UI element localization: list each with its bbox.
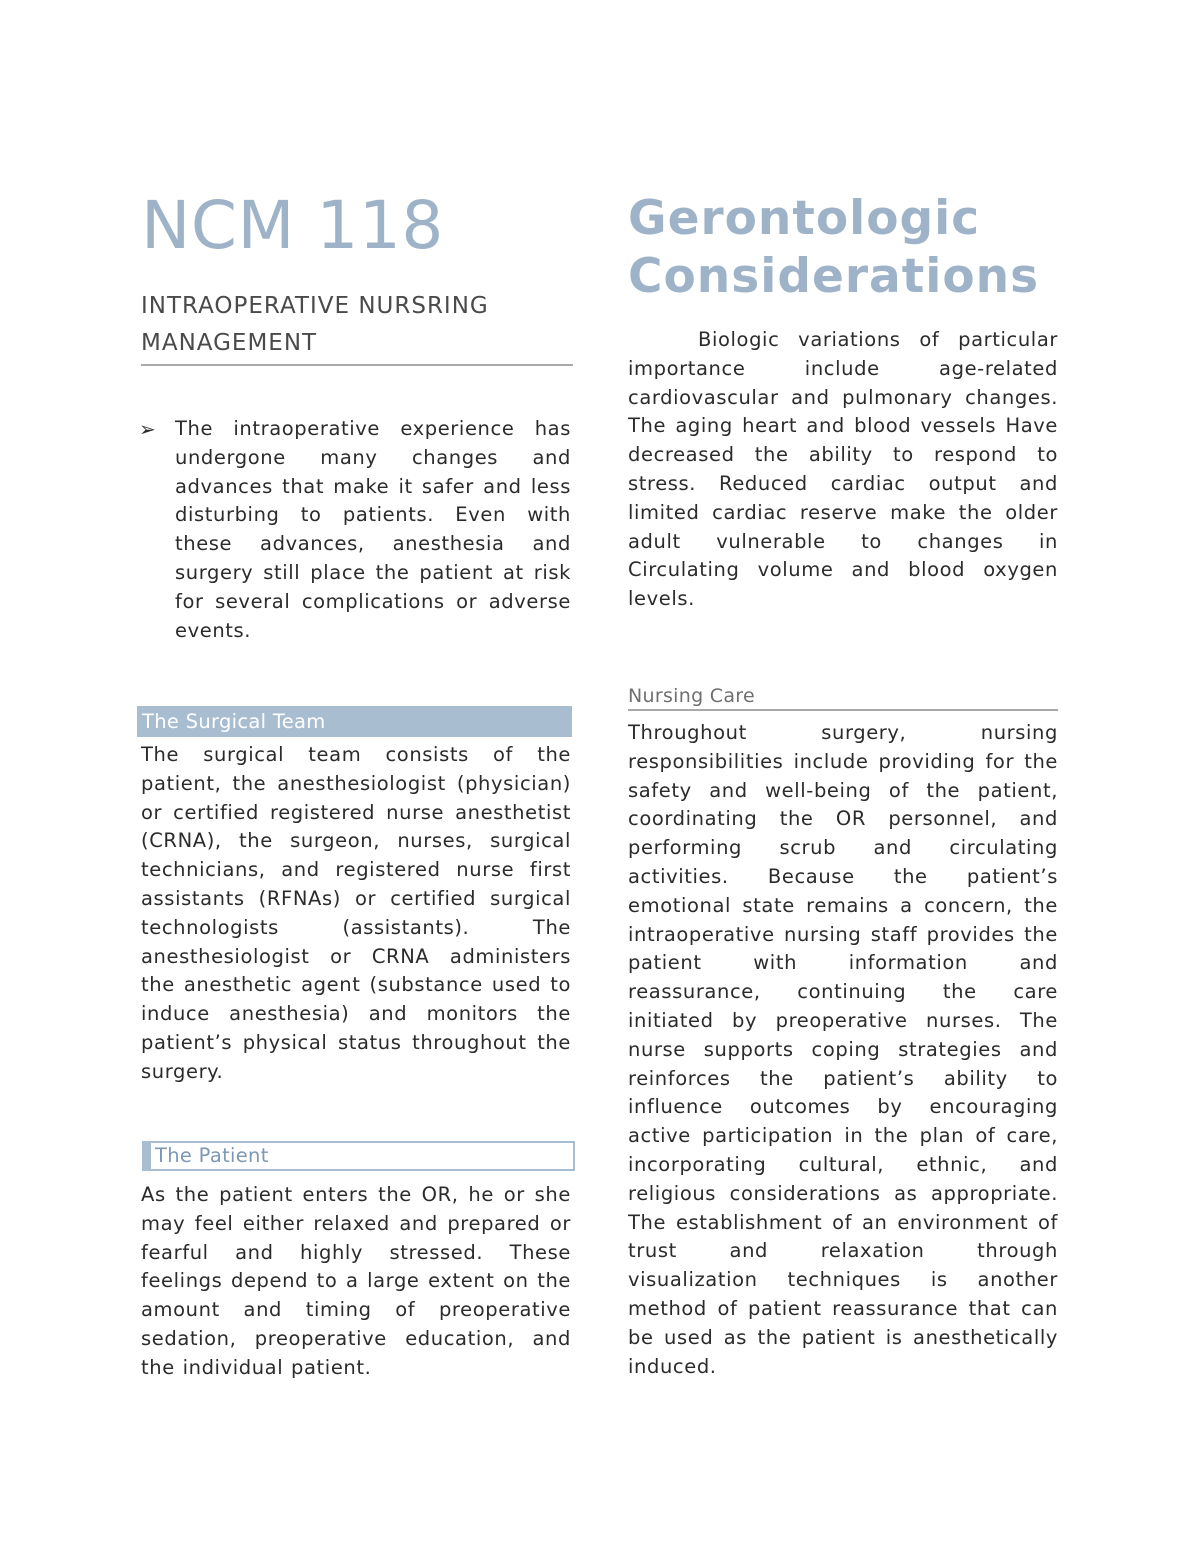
nursing-care-section (628, 719, 1058, 1381)
patient-section (141, 1181, 571, 1383)
gerontologic-title (628, 190, 1039, 306)
nursing-care-paragraph: Throughout surgery, nursing responsibilities include providing for the safety and well-being of the patient, coordinating the OR personnel, and performing scrub and circulating activities. Because the patient’s emotional state remains a concern, the intraoperative nursing staff provides the patient with information and reassurance, continuing the care initiated by preoperative nurses. The nurse supports coping strategies and reinforces the patient’s ability to influence outcomes by encouraging active participation in the plan of care, incorporating cultural, ethnic, and religious considerations as appropriate. The establishment of an environment of trust and relaxation through visualization techniques is another method of patient reassurance that can be used as the patient is anesthetically induced. (628, 721, 1058, 1378)
nursing-care-heading: Nursing Care (628, 683, 1058, 711)
document-title: NCM 118 (141, 187, 444, 264)
intro-paragraph: The intraoperative experience has undergone many changes and advances that make it safer and less disturbing to patients. Even with these advances, anesthesia and surgery still place the patient at risk for several complications or adverse events. (175, 417, 571, 642)
surgical-team-paragraph: The surgical team consists of the patient, the anesthesiologist (physician) or certified registered nurse anesthetist (CRNA), the surgeon, nurses, surgical technicians, and registered nurse first assistants (RFNAs) or certified surgical technologists (assistants). The anesthesiologist or CRNA administers the anesthetic agent (substance used to induce anesthesia) and monitors the patient’s physical status throughout the surgery. (141, 743, 571, 1083)
document-subtitle: INTRAOPERATIVE NURSRING MANAGEMENT (141, 288, 573, 366)
patient-heading: The Patient (142, 1141, 575, 1171)
gerontologic-paragraph: Biologic variations of particular importance include age-related cardiovascular and pulmonary changes. The aging heart and blood vessels Have decreased the ability to respond to stress. Reduced cardiac output and limited cardiac reserve make the older adult vulnerable to changes in Circulating volume and blood oxygen levels. (628, 328, 1058, 611)
surgical-team-section (141, 741, 571, 1087)
patient-paragraph: As the patient enters the OR, he or she may feel either relaxed and prepared or fearful and highly stressed. These feelings depend to a large extent on the amount and timing of preoperative sedation, preoperative education, and the individual patient. (141, 1183, 571, 1379)
surgical-team-heading: The Surgical Team (137, 706, 572, 737)
gerontologic-title-line1: Gerontologic (628, 191, 981, 246)
gerontologic-section (628, 326, 1058, 614)
arrow-bullet-icon: ➢ (139, 417, 156, 441)
intro-bullet (139, 415, 571, 645)
gerontologic-title-line2: Considerations (628, 249, 1040, 304)
